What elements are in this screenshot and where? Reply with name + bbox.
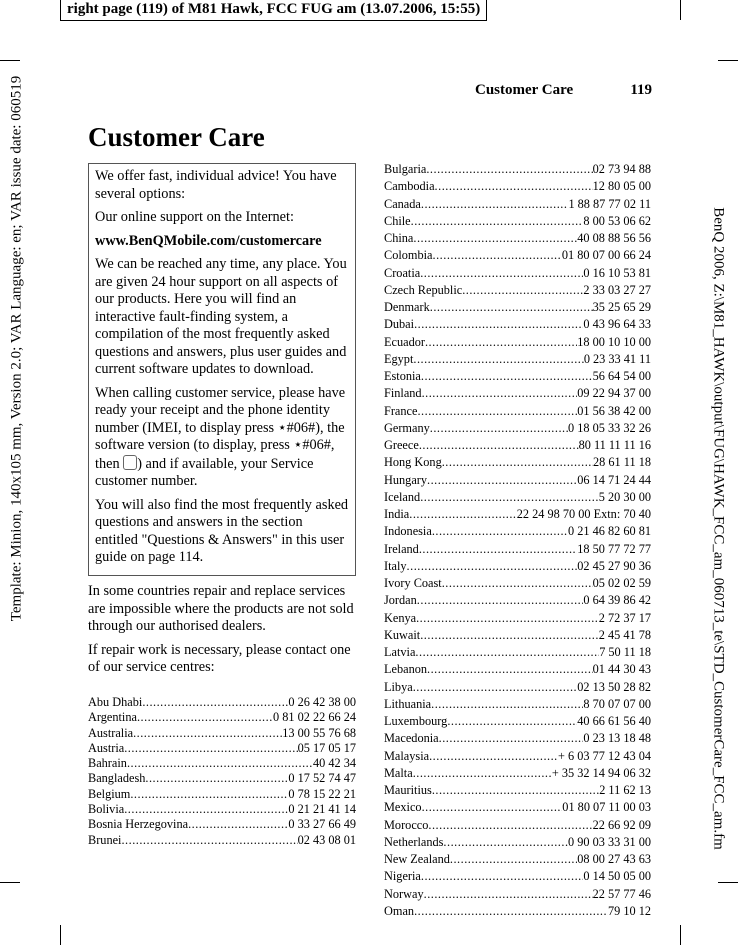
list-item [384,558,651,575]
contact-note: If repair work is necessary, please contact one of our service centres: [88,641,351,675]
list-item [384,247,651,264]
phone-number: 7 50 11 18 [599,645,651,659]
service-centre-list-left [88,695,356,848]
dot-leader [413,765,552,782]
country-name: Lithuania [384,696,432,711]
country-name: Jordan [384,593,417,608]
list-item [384,610,651,627]
list-item [384,886,651,903]
phone-number: 40 42 34 [312,756,356,771]
phone-number: 05 17 05 17 [297,740,356,755]
country-name: Dubai [384,317,415,332]
dot-leader [430,420,568,437]
country-name: Mauritius [384,783,432,797]
list-item [384,627,651,644]
dot-leader [462,282,583,299]
phone-number: 18 50 77 72 77 [577,541,651,556]
dot-leader [409,506,516,523]
dot-leader [422,799,563,816]
phone-number: 01 44 30 43 [592,662,651,677]
dot-leader [432,782,599,799]
country-name: Luxembourg [384,714,448,728]
list-item [384,368,651,385]
dot-leader [421,368,593,385]
phone-number: 0 43 96 64 33 [583,317,651,332]
phone-number: 13 00 55 76 68 [282,725,356,740]
list-item [384,799,651,816]
dot-leader [447,713,577,730]
list-item [384,730,651,747]
dot-leader [419,437,579,454]
dot-leader [442,575,593,592]
dot-leader [425,334,577,351]
phone-number: 22 24 98 70 00 Extn: 70 40 [516,507,651,521]
dot-leader [420,627,599,644]
dot-leader [407,558,578,575]
list-item [384,679,651,696]
list-item [384,713,651,730]
phone-number: 02 43 08 01 [297,832,356,847]
phone-number: 0 23 33 41 11 [583,351,651,366]
country-name: Hungary [384,472,428,487]
country-name: Estonia [384,369,421,383]
list-item [384,765,651,782]
phone-number: 08 00 27 43 63 [577,852,651,866]
country-name: Bulgaria [384,162,427,176]
list-item [384,265,651,282]
phone-number: 0 26 42 38 00 [288,695,356,709]
dot-leader [413,679,578,696]
crop-mark [60,0,61,20]
list-item [384,351,651,368]
list-item [384,334,651,351]
country-name: Norway [384,886,424,901]
phone-number: 0 64 39 86 42 [583,593,651,608]
dot-leader [416,610,599,627]
service-centre-list-right [384,161,651,920]
crop-mark [718,60,738,61]
list-item [88,695,356,710]
country-name: Austria [88,740,125,755]
country-name: Cambodia [384,179,435,194]
dot-leader [414,316,583,333]
list-item [384,748,651,765]
template-info: Template: Minion, 140x105 mm, Version 2.0; VAR Language: en; VAR issue date: 060519 [8,75,25,622]
country-name: Chile [384,213,411,228]
dot-leader [188,817,288,832]
phone-number: 0 78 15 22 21 [288,786,356,801]
country-name: Czech Republic [384,282,463,297]
phone-number: 22 66 92 09 [592,817,651,832]
phone-number: 0 23 13 18 48 [583,731,651,746]
phone-number: 8 00 53 06 62 [583,213,651,228]
country-name: Kenya [384,610,417,625]
dot-leader [417,592,584,609]
list-item [384,523,651,540]
country-name: Hong Kong [384,455,442,470]
list-item [384,817,651,834]
dot-leader [429,748,558,765]
dot-leader [124,802,288,817]
phone-number: 0 81 02 22 66 24 [272,710,356,725]
dot-leader [432,523,568,540]
phone-number: 8 70 07 07 00 [583,696,651,711]
list-item [384,592,651,609]
phone-number: 0 17 52 74 47 [288,771,356,786]
country-name: Ivory Coast [384,576,442,590]
dot-leader [133,726,282,741]
country-name: Ecuador [384,334,425,349]
phone-number: 0 16 10 53 81 [583,265,651,280]
list-item [384,316,651,333]
phone-number: 56 64 54 00 [592,369,651,383]
country-name: New Zealand [384,852,450,866]
dot-leader [413,351,583,368]
list-item [384,420,651,437]
service-text [88,583,358,683]
country-name: Brunei [88,832,122,847]
list-item [88,802,356,817]
phone-number: 0 90 03 33 31 00 [567,834,651,849]
document-header: right page (119) of M81 Hawk, FCC FUG am (13.07.2006, 15:55) [60,0,487,21]
phone-number: 05 02 02 59 [592,576,651,590]
phone-number: 5 20 30 00 [598,489,651,504]
phone-number: 0 18 05 33 32 26 [567,420,651,435]
list-item [384,196,651,213]
dot-leader [426,161,592,178]
dot-leader [130,787,288,802]
dot-leader [124,741,297,756]
phone-number: 01 56 38 42 00 [577,403,651,418]
phone-number: + 6 03 77 12 43 04 [557,748,651,763]
list-item [88,833,356,848]
phone-number: 40 66 61 56 40 [577,714,651,728]
country-name: Finland [384,386,422,401]
country-name: Belgium [88,786,131,801]
phone-number: 01 80 07 00 66 24 [561,248,651,263]
phone-number: 0 14 50 05 00 [583,869,651,884]
country-name: Malaysia [384,748,430,763]
dot-leader [435,178,593,195]
country-name: Lebanon [384,662,428,677]
dot-leader [422,385,578,402]
country-name: Latvia [384,645,416,659]
box-online: Our online support on the Internet: [95,209,294,225]
country-name: Denmark [384,300,430,314]
country-name: Macedonia [384,731,439,746]
country-name: Bosnia Herzegovina [88,817,189,832]
dot-leader [145,771,288,786]
dot-leader [411,213,584,230]
phone-number: + 35 32 14 94 06 32 [551,765,651,780]
dot-leader [421,196,569,213]
page-number: 119 [630,82,652,98]
phone-number: 0 33 27 66 49 [288,817,356,832]
country-name: Malta [384,765,413,780]
country-name: India [384,507,410,521]
list-item [88,741,356,756]
crop-mark [680,925,681,945]
phone-number: 02 45 27 90 36 [577,558,651,573]
country-name: Croatia [384,265,421,280]
country-name: Bangladesh [88,771,146,786]
country-name: Nigeria [384,869,421,884]
support-url: www.BenQMobile.com/customercare [95,232,322,249]
phone-number: 35 25 65 29 [592,300,651,314]
box-intro: We offer fast, individual advice! You have several options: [95,168,337,202]
right-softkey-icon [123,455,137,470]
country-name: Canada [384,196,421,211]
list-item [88,756,356,771]
crop-mark [0,882,20,883]
list-item [384,161,651,178]
list-item [384,178,651,195]
phone-number: 02 73 94 88 [592,162,651,176]
list-item [384,385,651,402]
dot-leader [420,489,599,506]
info-box [88,163,356,576]
dot-leader [137,710,273,725]
list-item [384,868,651,885]
list-item [384,454,651,471]
country-name: Argentina [88,710,137,725]
dot-leader [127,756,313,771]
phone-number: 18 00 10 10 00 [577,334,651,349]
dot-leader [427,661,593,678]
list-item [384,437,651,454]
country-name: Australia [88,725,134,740]
list-item [384,299,651,316]
country-name: Morocco [384,817,429,832]
dot-leader [443,834,568,851]
dot-leader [431,696,583,713]
list-item [384,903,651,920]
repair-note: In some countries repair and replace services are impossible where the products are not sold through our authorised dealers. [88,583,354,634]
dot-leader [433,247,562,264]
list-item [384,472,651,489]
country-name: Indonesia [384,524,432,539]
phone-number: 28 61 11 18 [593,455,651,470]
phone-number: 06 14 71 24 44 [577,472,651,487]
phone-number: 2 45 41 78 [598,627,651,642]
country-name: Abu Dhabi [88,695,143,709]
dot-leader [439,730,584,747]
country-name: Libya [384,679,413,694]
country-name: Germany [384,420,430,435]
phone-number: 12 80 05 00 [592,179,651,194]
dot-leader [427,472,577,489]
list-item [88,710,356,725]
country-name: Greece [384,438,419,452]
box-calling-c: ) and if available, your Service customer number. [95,455,314,489]
country-name: Colombia [384,248,433,263]
country-name: Iceland [384,489,421,504]
dot-leader [415,644,599,661]
box-calling-b: ⋆#06#), the software version (to display, press ⋆#06#, then [95,419,345,472]
box-faq: You will also find the most frequently asked questions and answers in the section entitled "Questions & Answers" in this user guide on page 114. [95,496,349,565]
phone-number: 2 11 62 13 [599,783,651,797]
dot-leader [419,541,577,558]
country-name: China [384,231,414,245]
phone-number: 1 88 87 77 02 11 [568,196,651,211]
dot-leader [421,868,583,885]
dot-leader [142,695,288,710]
country-name: France [384,403,418,418]
list-item [384,696,651,713]
phone-number: 80 11 11 11 16 [578,438,651,452]
crop-mark [680,0,681,20]
dot-leader [420,265,583,282]
phone-number: 22 57 77 46 [592,886,651,901]
list-item [384,851,651,868]
list-item [88,817,356,832]
list-item [384,213,651,230]
box-calling-a: When calling customer service, please have ready your receipt and the phone identity number (IMEI, to display press [95,384,346,436]
dot-leader [121,833,297,848]
country-name: Bahrain [88,756,127,771]
country-name: Egypt [384,351,414,366]
list-item [384,282,651,299]
country-name: Ireland [384,541,419,556]
dot-leader [424,886,593,903]
list-item [384,661,651,678]
list-item [88,771,356,786]
country-name: Italy [384,558,407,573]
phone-number: 79 10 12 [607,903,651,918]
list-item [384,541,651,558]
list-item [384,230,651,247]
dot-leader [413,230,577,247]
phone-number: 2 33 03 27 27 [583,282,651,297]
dot-leader [417,403,577,420]
file-path: BenQ 2006, Z:\M81_HAWK\output\FUG\HAWK_FCC_am_060713_te\STD_CustomerCare_FCC_am.fm [710,207,727,850]
list-item [384,782,651,799]
phone-number: 09 22 94 37 00 [577,386,651,401]
list-item [384,489,651,506]
box-24h: We can be reached any time, any place. You are given 24 hour support on all aspects of our products. Here you will find an interactive fault-finding system, a compilation of the most frequently asked questions and answers, plus user guides and current software updates to download. [95,256,347,377]
phone-number: 2 72 37 17 [598,610,651,625]
dot-leader [450,851,577,868]
crop-mark [60,925,61,945]
phone-number: 02 13 50 28 82 [577,679,651,694]
page-title: Customer Care [88,122,265,152]
phone-number: 40 08 88 56 56 [577,231,651,245]
dot-leader [442,454,593,471]
list-item [384,644,651,661]
list-item [384,506,651,523]
running-head-title: Customer Care [475,82,574,98]
country-name: Bolivia [88,802,125,817]
dot-leader [428,817,592,834]
phone-number: 01 80 07 11 00 03 [562,800,651,815]
phone-number: 0 21 46 82 60 81 [567,524,651,539]
dot-leader [430,299,593,316]
list-item [384,834,651,851]
list-item [88,787,356,802]
dot-leader [414,903,608,920]
country-name: Mexico [384,800,422,815]
country-name: Kuwait [384,627,421,642]
list-item [384,403,651,420]
list-item [88,726,356,741]
country-name: Netherlands [384,834,444,849]
list-item [384,575,651,592]
country-name: Oman [384,903,415,918]
phone-number: 0 21 21 41 14 [288,802,356,817]
box-calling [95,385,349,491]
